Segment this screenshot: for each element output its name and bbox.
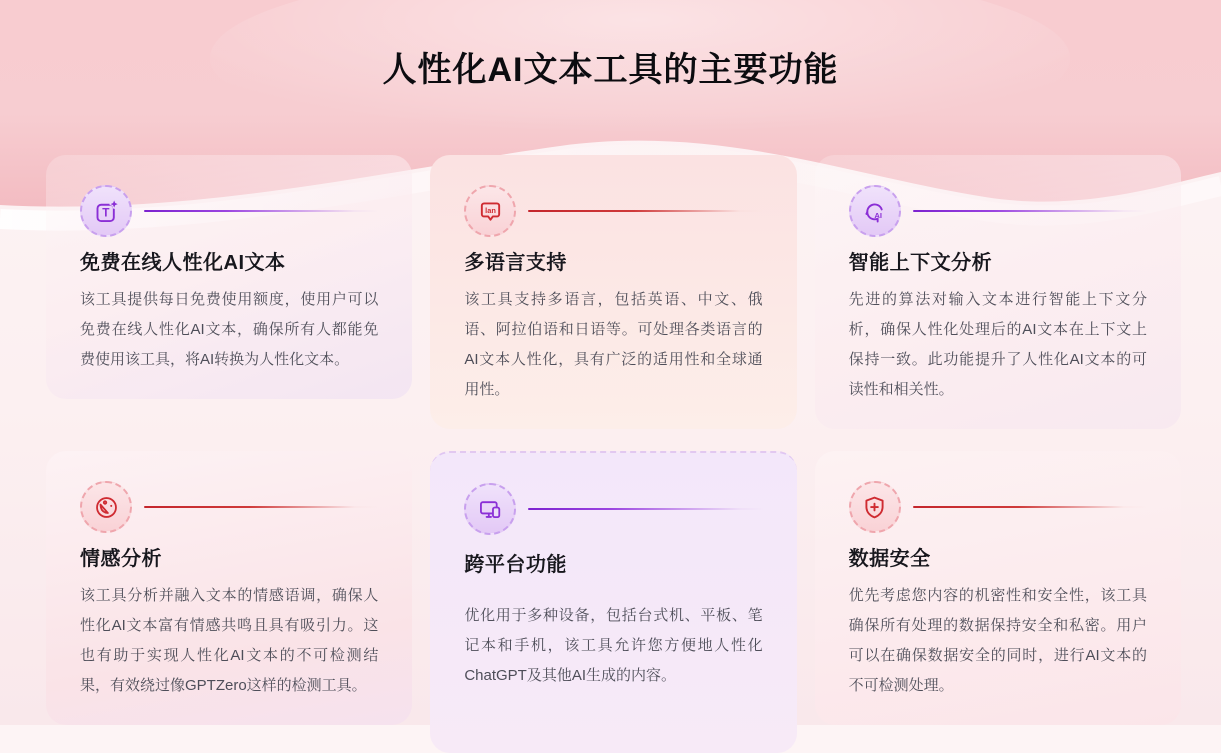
feature-icon-circle [80, 185, 132, 237]
feature-divider-line [144, 506, 378, 509]
feature-icon-circle [464, 185, 516, 237]
feature-icon-circle [80, 481, 132, 533]
feature-card [815, 155, 1181, 429]
language-bubble-icon [477, 198, 504, 225]
feature-divider-line [528, 508, 762, 511]
feature-card-header [80, 481, 378, 533]
features-grid [46, 155, 1181, 753]
feature-description: 该工具分析并融入文本的情感语调，确保人性化AI文本富有情感共鸣且具有吸引力。这也有助于实现人性化AI文本的不可检测结果，有效绕过像GPTZero这样的检测工具。 [80, 587, 379, 694]
feature-card-header [464, 185, 762, 237]
section-title: 人性化AI文本工具的主要功能 [382, 51, 839, 89]
feature-divider-line [144, 210, 378, 213]
feature-card [46, 451, 412, 725]
svg-text:T: T [101, 205, 109, 220]
feature-icon-circle [464, 483, 516, 535]
feature-description: 优化用于多种设备，包括台式机、平板、笔记本和手机，该工具允许您方便地人性化ChatGPT及其他AI生成的内容。 [464, 607, 763, 684]
feature-title: 多语言支持 [464, 252, 567, 274]
ai-head-icon [861, 198, 888, 225]
feature-description: 先进的算法对输入文本进行智能上下文分析，确保人性化处理后的AI文本在上下文上保持一致。此功能提升了人性化AI文本的可读性和相关性。 [848, 291, 1147, 398]
feature-card [430, 451, 796, 753]
feature-divider-line [913, 210, 1147, 213]
feature-card [815, 451, 1181, 725]
feature-title: 智能上下文分析 [848, 252, 993, 274]
feature-description: 该工具提供每日免费使用额度，使用户可以免费在线人性化AI文本，确保所有人都能免费使用该工具，将AI转换为人性化文本。 [80, 291, 379, 368]
svg-text:AI: AI [874, 210, 883, 220]
feature-card-header [80, 185, 378, 237]
feature-card-header [849, 481, 1147, 533]
feature-card [46, 155, 412, 399]
feature-description: 优先考虑您内容的机密性和安全性，该工具确保所有处理的数据保持安全和私密。用户可以在确保数据安全的同时，进行AI文本的不可检测处理。 [848, 587, 1147, 694]
devices-icon [477, 496, 504, 523]
feature-title: 情感分析 [80, 548, 162, 570]
feature-title: 数据安全 [848, 548, 931, 570]
feature-icon-circle [849, 185, 901, 237]
shield-plus-icon [861, 494, 888, 521]
feature-divider-line [913, 506, 1147, 509]
feature-icon-circle [849, 481, 901, 533]
svg-text:lan: lan [484, 205, 496, 215]
feature-divider-line [528, 210, 762, 213]
feature-description: 该工具支持多语言，包括英语、中文、俄语、阿拉伯语和日语等。可处理各类语言的AI文本人性化，具有广泛的适用性和全球通用性。 [464, 291, 763, 398]
feature-card [430, 155, 796, 429]
feature-title: 免费在线人性化AI文本 [80, 252, 286, 274]
feature-title: 跨平台功能 [464, 554, 567, 576]
sentiment-face-icon [93, 494, 120, 521]
feature-card-header [464, 483, 762, 535]
feature-card-header [849, 185, 1147, 237]
humanize-text-icon [93, 198, 120, 225]
